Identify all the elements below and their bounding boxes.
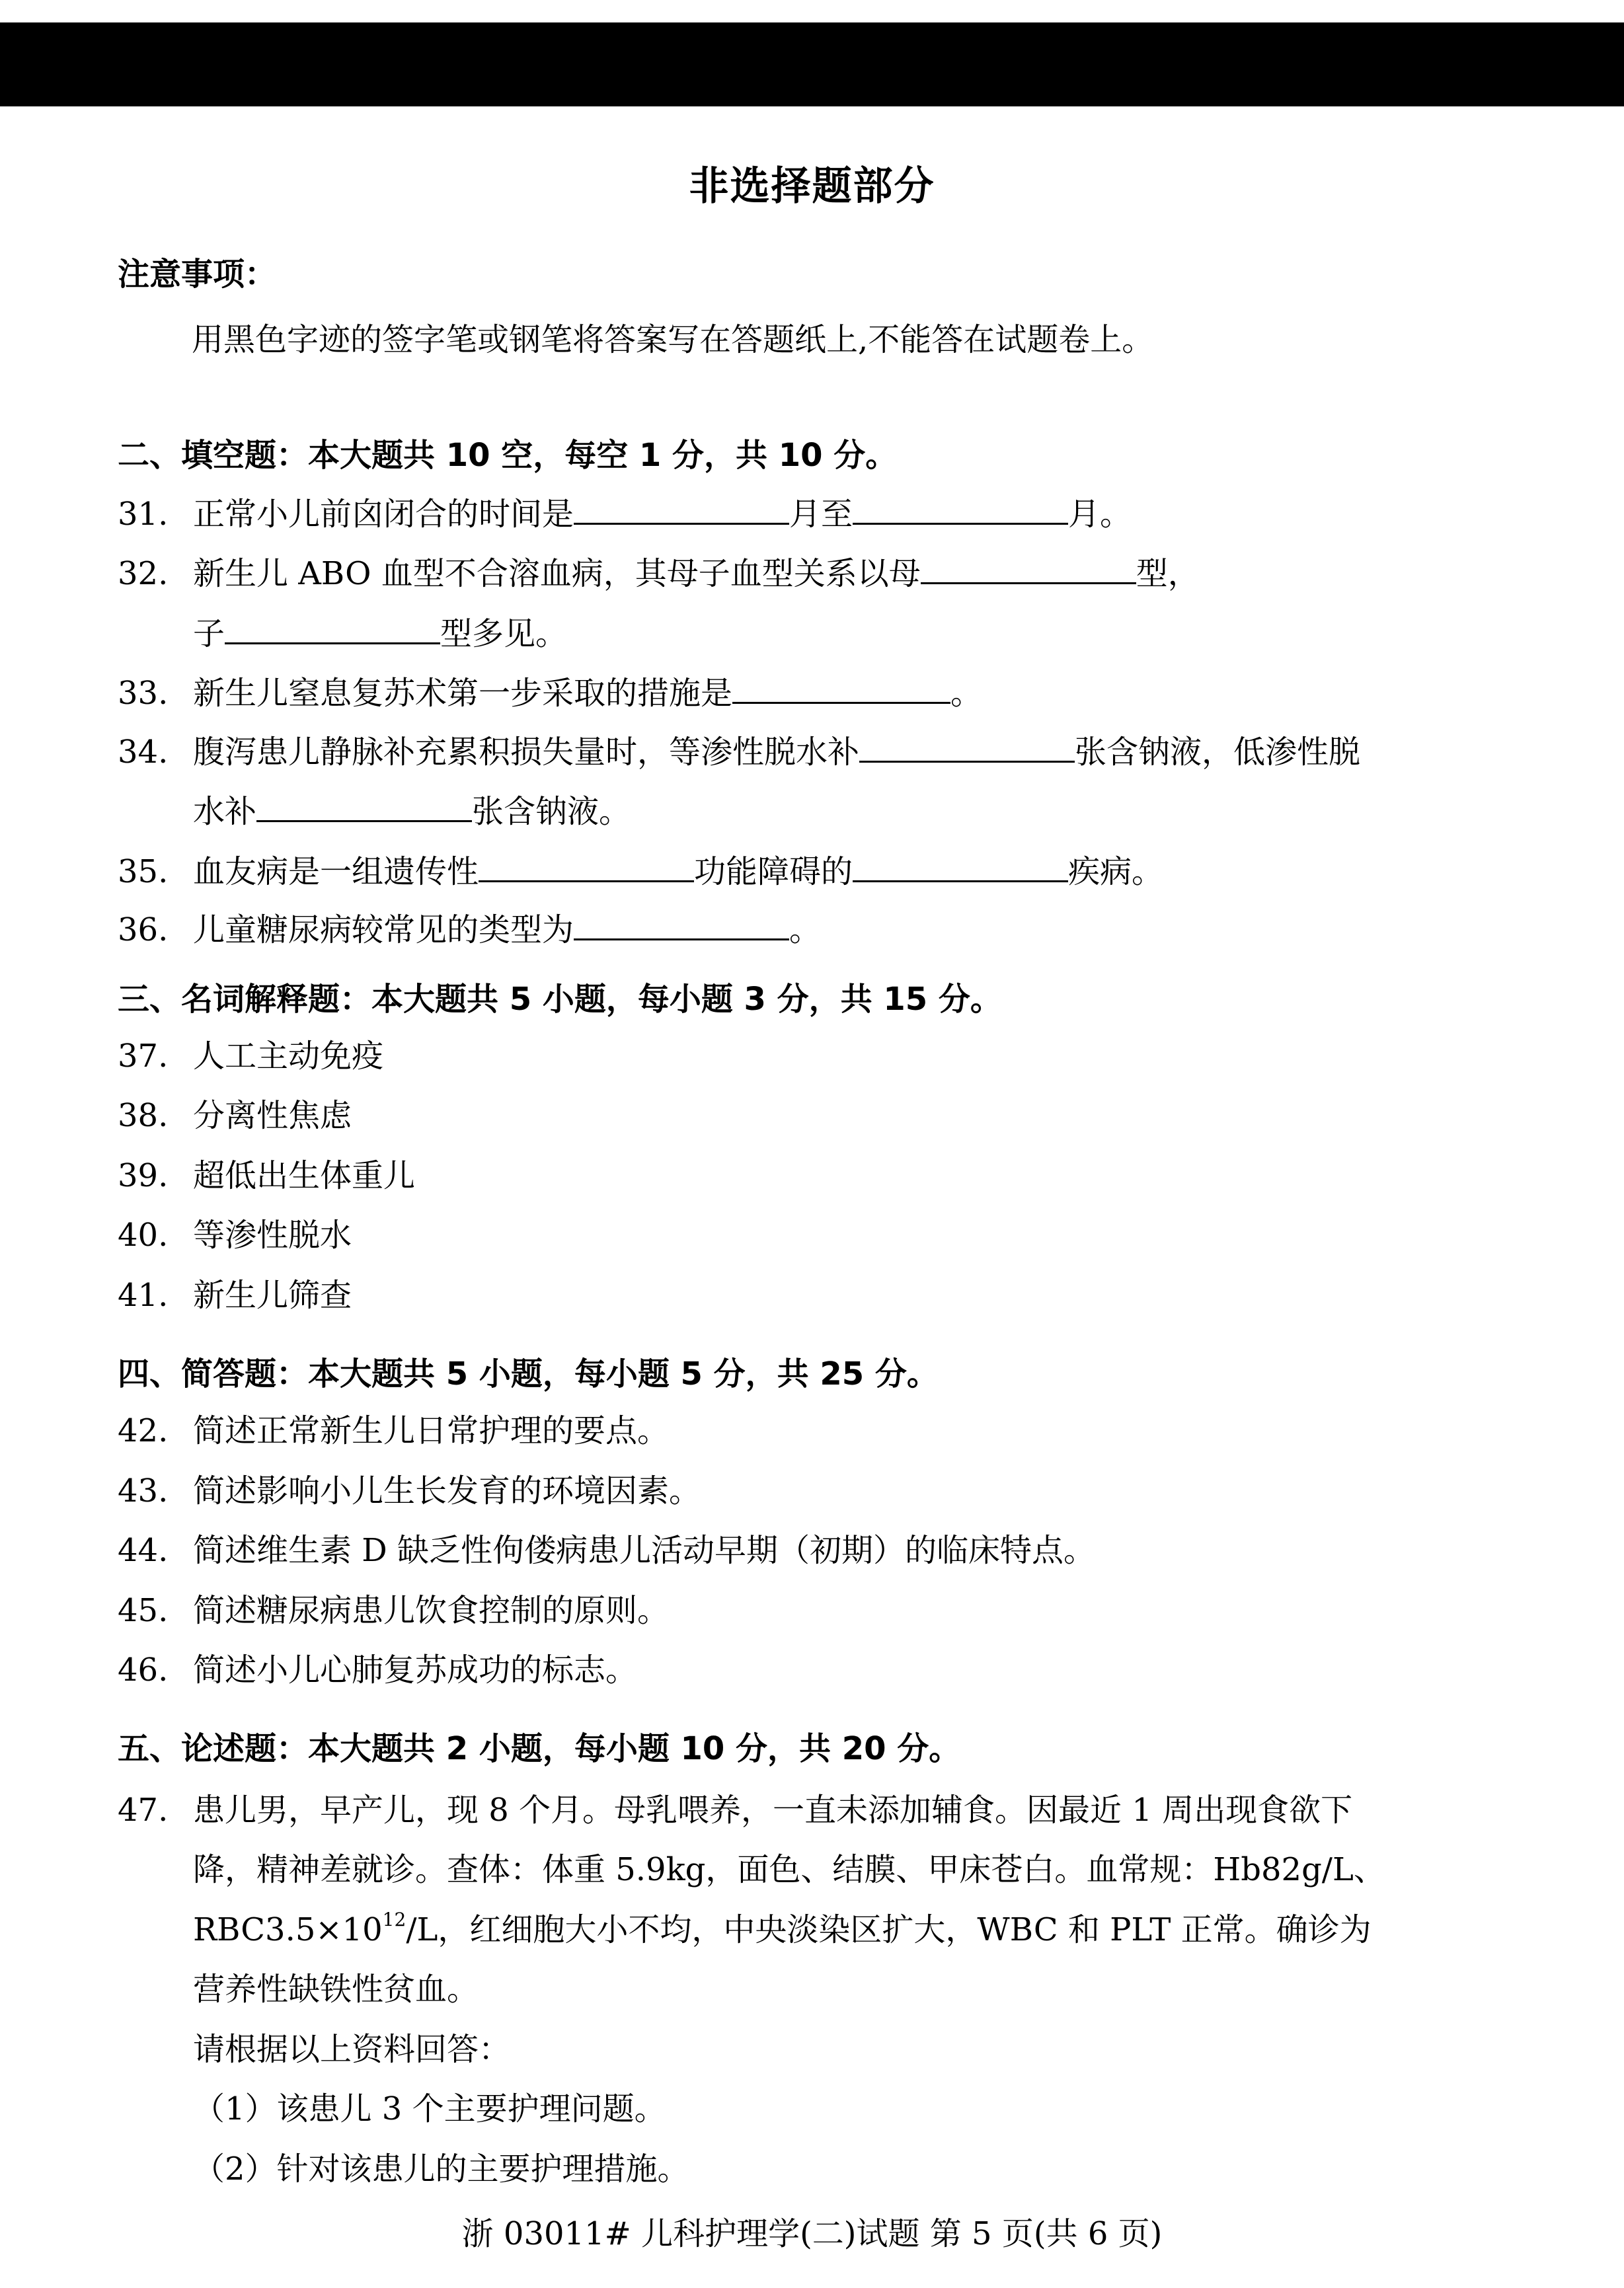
- question-32: [118, 553, 1200, 593]
- question-number: 34.: [118, 734, 169, 771]
- question-number: 46.: [118, 1652, 169, 1689]
- answer-blank: [574, 909, 789, 940]
- answer-blank: [921, 553, 1136, 584]
- question-46: [118, 1650, 637, 1690]
- question-text: 功能障碍的: [694, 853, 853, 890]
- question-text: 新生儿窒息复苏术第一步采取的措施是: [193, 675, 733, 712]
- question-40: [118, 1215, 352, 1255]
- question-34-cont: [193, 791, 631, 831]
- question-text: 等渗性脱水: [193, 1217, 352, 1254]
- question-47-line3: [193, 1910, 1372, 1950]
- question-number: 31.: [118, 496, 169, 533]
- question-44: [118, 1531, 1095, 1570]
- question-text: 正常小儿前囟闭合的时间是: [193, 496, 574, 533]
- top-black-bar: [0, 22, 1624, 106]
- question-text: 儿童糖尿病较常见的类型为: [193, 911, 574, 948]
- question-39: [118, 1156, 415, 1196]
- question-number: 32.: [118, 555, 169, 592]
- question-47-line4: 营养性缺铁性贫血。: [193, 1971, 479, 2008]
- question-number: 37.: [118, 1038, 169, 1075]
- question-number: 35.: [118, 853, 169, 890]
- question-text: RBC3.5×10: [193, 1911, 383, 1948]
- question-35: [118, 851, 1163, 892]
- question-text: 简述糖尿病患儿饮食控制的原则。: [193, 1592, 670, 1629]
- question-number: 42.: [118, 1412, 169, 1449]
- question-37: [118, 1036, 383, 1076]
- question-47-sub1: （1）该患儿 3 个主要护理问题。: [193, 2090, 666, 2127]
- answer-blank: [859, 732, 1075, 763]
- question-45: [118, 1591, 669, 1630]
- question-36: [118, 909, 821, 950]
- question-43: [118, 1471, 701, 1511]
- question-38: [118, 1096, 352, 1135]
- exponent: 12: [382, 1909, 406, 1930]
- question-number: 39.: [118, 1157, 169, 1194]
- question-text: 简述小儿心肺复苏成功的标志。: [193, 1652, 638, 1689]
- section-header-short-answer: 四、简答题：本大题共 5 小题，每小题 5 分，共 25 分。: [118, 1355, 939, 1392]
- answer-blank: [479, 851, 694, 882]
- question-text: 月至: [789, 496, 853, 533]
- question-number: 43.: [118, 1472, 169, 1509]
- question-text: 新生儿筛查: [193, 1277, 352, 1314]
- question-text: 血友病是一组遗传性: [193, 853, 479, 890]
- question-number: 44.: [118, 1532, 169, 1569]
- section-header-fill-blank: 二、填空题：本大题共 10 空，每空 1 分，共 10 分。: [118, 437, 898, 474]
- question-text: 超低出生体重儿: [193, 1157, 416, 1194]
- question-text: /L，红细胞大小不均，中央淡染区扩大，WBC 和 PLT 正常。确诊为: [406, 1911, 1372, 1948]
- answer-blank: [853, 851, 1068, 882]
- question-text: 简述正常新生儿日常护理的要点。: [193, 1412, 670, 1449]
- page-title: 非选择题部分: [689, 163, 935, 210]
- question-text: 张含钠液，低渗性脱: [1075, 734, 1361, 771]
- question-text: 人工主动免疫: [193, 1038, 384, 1075]
- section-header-definitions: 三、名词解释题：本大题共 5 小题，每小题 3 分，共 15 分。: [118, 981, 1002, 1018]
- question-text: 简述维生素 D 缺乏性佝偻病患儿活动早期（初期）的临床特点。: [193, 1532, 1096, 1569]
- question-number: 38.: [118, 1097, 169, 1134]
- question-42: [118, 1411, 669, 1451]
- question-text: 。: [950, 675, 983, 712]
- question-text: 新生儿 ABO 血型不合溶血病，其母子血型关系以母: [193, 555, 921, 592]
- question-text: 水补: [193, 793, 257, 830]
- notice-text: 用黑色字迹的签字笔或钢笔将答案写在答题纸上,不能答在试题卷上。: [192, 321, 1154, 358]
- section-header-essay: 五、论述题：本大题共 2 小题，每小题 10 分，共 20 分。: [118, 1730, 961, 1767]
- answer-blank: [256, 791, 472, 822]
- question-text: 腹泻患儿静脉补充累积损失量时，等渗性脱水补: [193, 734, 860, 771]
- question-text: 。: [789, 911, 822, 948]
- question-text: 患儿男，早产儿，现 8 个月。母乳喂养，一直未添加辅食。因最近 1 周出现食欲下: [193, 1792, 1353, 1829]
- question-text: 型多见。: [440, 615, 568, 652]
- question-47: [118, 1790, 1352, 1830]
- page-footer: 浙 03011# 儿科护理学(二)试题 第 5 页(共 6 页): [461, 2215, 1163, 2252]
- question-47-prompt: 请根据以上资料回答：: [193, 2031, 511, 2068]
- question-text: 疾病。: [1068, 853, 1164, 890]
- question-47-line2: 降，精神差就诊。查体：体重 5.9kg，面色、结膜、甲床苍白。血常规：Hb82g/L、: [193, 1851, 1385, 1888]
- question-number: 47.: [118, 1792, 169, 1829]
- answer-blank: [225, 613, 440, 644]
- answer-blank: [574, 494, 789, 525]
- question-text: 分离性焦虑: [193, 1097, 352, 1134]
- question-text: 月。: [1068, 496, 1132, 533]
- question-41: [118, 1276, 352, 1315]
- question-number: 40.: [118, 1217, 169, 1254]
- question-32-cont: [193, 613, 567, 654]
- answer-blank: [732, 673, 950, 704]
- question-number: 36.: [118, 911, 169, 948]
- question-31: [118, 494, 1132, 534]
- question-text: 型，: [1136, 555, 1200, 592]
- notice-label: 注意事项：: [118, 256, 277, 293]
- question-number: 45.: [118, 1592, 169, 1629]
- question-33: [118, 673, 982, 713]
- answer-blank: [853, 494, 1068, 525]
- question-34: [118, 732, 1360, 772]
- question-number: 33.: [118, 675, 169, 712]
- question-number: 41.: [118, 1277, 169, 1314]
- question-text: 简述影响小儿生长发育的环境因素。: [193, 1472, 701, 1509]
- question-text: 子: [193, 615, 225, 652]
- question-47-sub2: （2）针对该患儿的主要护理措施。: [193, 2151, 689, 2188]
- question-text: 张含钠液。: [472, 793, 631, 830]
